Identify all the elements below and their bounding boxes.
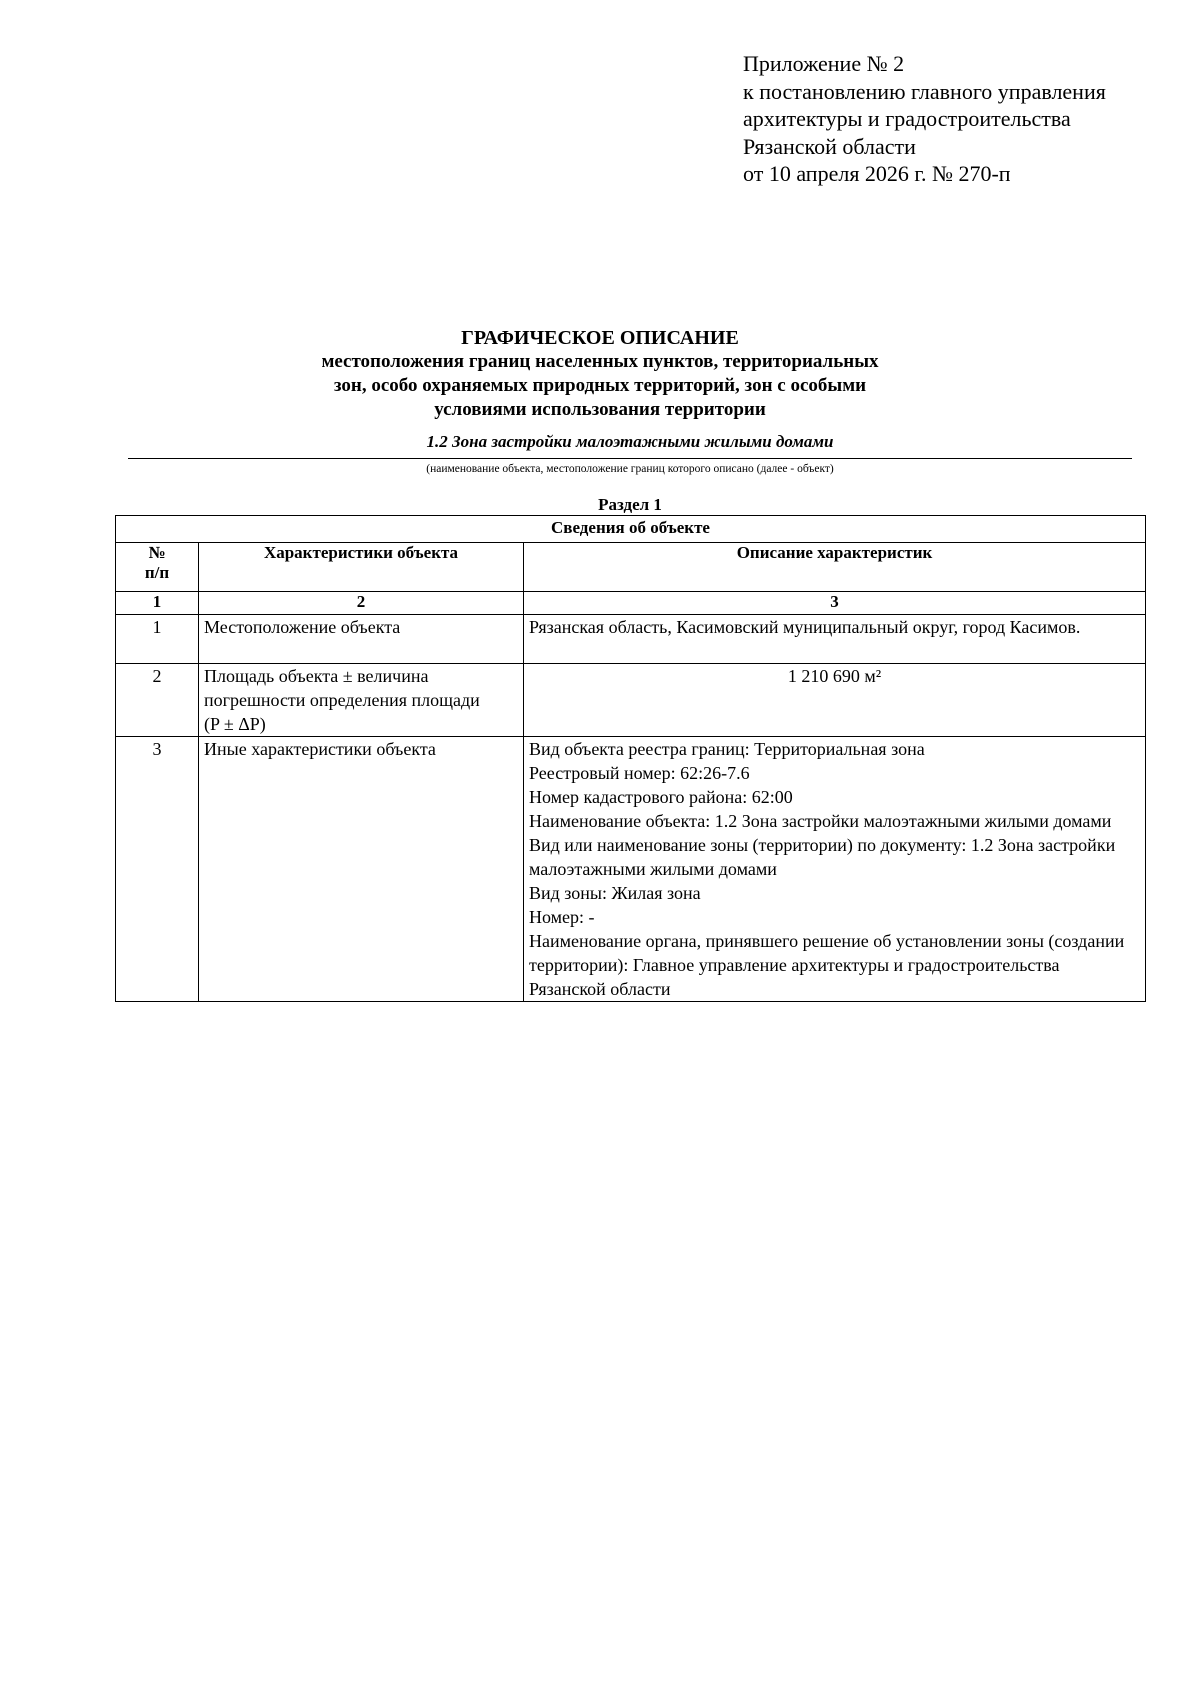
object-name-underline — [128, 458, 1132, 459]
section-title: Раздел 1 — [598, 495, 662, 514]
row-description-area: 1 210 690 м² — [524, 664, 1146, 737]
document-title: ГРАФИЧЕСКОЕ ОПИСАНИЕ — [461, 327, 739, 349]
table-header-row — [116, 543, 1146, 592]
table-caption-row — [116, 516, 1146, 543]
appendix-header — [743, 50, 1183, 188]
table-row — [116, 615, 1146, 664]
description-item: Вид или наименование зоны (территории) по документу: 1.2 Зона застройки малоэтажными жилыми домами — [529, 835, 1116, 879]
column-number: 2 — [199, 592, 524, 615]
document-title-block — [0, 326, 1200, 422]
object-name: 1.2 Зона застройки малоэтажными жилыми домами — [426, 432, 834, 451]
row-characteristic: Местоположение объекта — [199, 615, 524, 664]
table-caption: Сведения об объекте — [116, 516, 1146, 543]
column-number-row — [116, 592, 1146, 615]
object-info-table — [115, 515, 1146, 1002]
row-number: 1 — [116, 615, 199, 664]
row-description: Рязанская область, Касимовский муниципальный округ, город Касимов. — [524, 615, 1146, 664]
description-item: Наименование органа, принявшего решение об установлении зоны (создании территории): Главное управление архитектуры и градостроительства Рязанской области — [529, 931, 1125, 999]
characteristic-line: Площадь объекта ± величина — [204, 666, 429, 686]
characteristic-line: (P ± ΔP) — [204, 714, 266, 734]
header-no — [116, 543, 199, 592]
row-description-list — [524, 737, 1146, 1002]
column-number: 1 — [116, 592, 199, 615]
document-subtitle-line: зон, особо охраняемых природных территорий, зон с особыми — [333, 375, 867, 396]
characteristic-line: погрешности определения площади — [204, 690, 480, 710]
appendix-line: от 10 апреля 2026 г. № 270-п — [743, 161, 1011, 186]
description-item: Вид объекта реестра границ: Территориальная зона — [529, 739, 925, 759]
appendix-line: Приложение № 2 — [743, 51, 905, 76]
column-number: 3 — [524, 592, 1146, 615]
document-subtitle-line: условиями использования территории — [434, 399, 766, 420]
row-number: 3 — [116, 737, 199, 1002]
table-row — [116, 737, 1146, 1002]
description-item: Вид зоны: Жилая зона — [529, 883, 701, 903]
row-characteristic — [199, 664, 524, 737]
row-characteristic: Иные характеристики объекта — [199, 737, 524, 1002]
description-item: Номер кадастрового района: 62:00 — [529, 787, 793, 807]
header-description: Описание характеристик — [524, 543, 1146, 592]
object-name-caption: (наименование объекта, местоположение границ которого описано (далее - объект) — [426, 463, 834, 475]
table-row — [116, 664, 1146, 737]
appendix-line: Рязанской области — [743, 133, 916, 159]
description-item: Реестровый номер: 62:26-7.6 — [529, 763, 750, 783]
header-characteristics: Характеристики объекта — [199, 543, 524, 592]
appendix-line: к постановлению главного управления — [743, 78, 1106, 104]
description-item: Наименование объекта: 1.2 Зона застройки малоэтажными жилыми домами — [529, 811, 1112, 831]
header-no-line: п/п — [144, 563, 170, 582]
document-subtitle-line: местоположения границ населенных пунктов, территориальных — [321, 351, 879, 372]
row-number: 2 — [116, 664, 199, 737]
description-item: Номер: - — [529, 907, 595, 927]
header-no-line: № — [148, 543, 166, 562]
appendix-line: архитектуры и градостроительства — [743, 106, 1071, 131]
